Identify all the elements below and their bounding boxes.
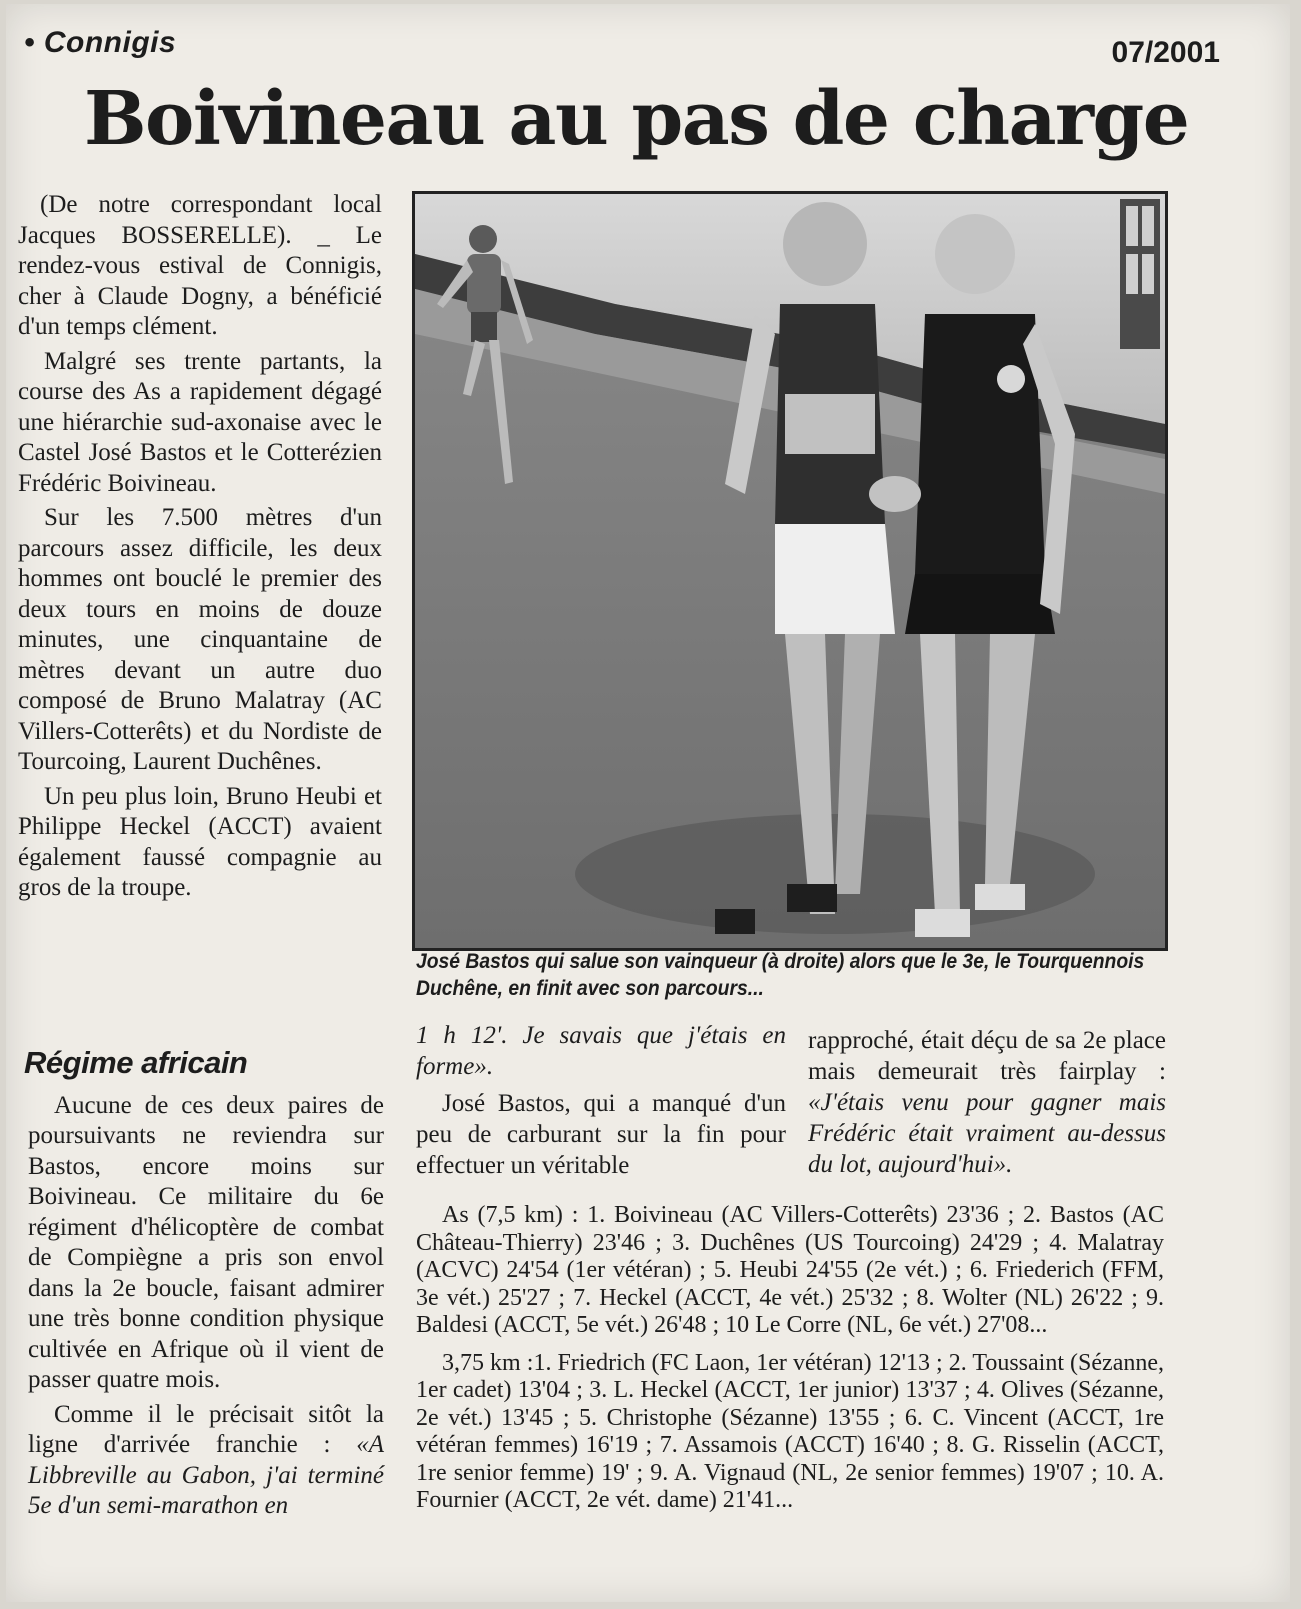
right-column <box>808 1025 1166 1180</box>
paragraph-text: rapproché, était déçu de sa 2e place mais demeurait très fairplay : <box>808 1027 1166 1085</box>
date-label: 07/2001 <box>1111 36 1220 69</box>
left-column-lower <box>24 1045 384 1526</box>
quote-start: «A Libbreville au Gabon, j'ai terminé 5e d'un semi-marathon en <box>28 1431 384 1519</box>
paragraph: José Bastos, qui a manqué d'un peu de carburant sur la fin pour effectuer un véritable <box>416 1090 786 1179</box>
left-column <box>18 190 382 908</box>
paragraph: Malgré ses trente partants, la course des As a rapidement dégagé une hiérarchie sud-axonaise avec le Castel José Bastos et le Cotterézien Frédéric Boivineau. <box>18 347 382 497</box>
quote-end-text: 1 h 12'. Je savais que j'étais en forme». <box>416 1022 786 1080</box>
paragraph: Un peu plus loin, Bruno Heubi et Philippe Heckel (ACCT) avaient également faussé compagnie au gros de la troupe. <box>18 782 382 901</box>
paragraph <box>28 1400 384 1522</box>
paragraph: (De notre correspondant local Jacques BOSSERELLE). _ Le rendez-vous estival de Connigis, cher à Claude Dogny, a bénéficié d'un temps clément. <box>18 191 382 340</box>
paragraph: Aucune de ces deux paires de poursuivants ne reviendra sur Bastos, encore moins sur Boivineau. Ce militaire du 6e régiment d'hélicoptère de combat de Compiègne a pris son envol dans la 2e boucle, faisant admirer une très bonne condition physique cultivée en Afrique où il vient de passer quatre mois. <box>28 1091 384 1393</box>
photo-caption: José Bastos qui salue son vainqueur (à droite) alors que le 3e, le Tourquennois Duchêne, en finit avec son parcours... <box>416 950 1145 1000</box>
quote-end <box>416 1020 786 1082</box>
newspaper-clipping <box>6 4 1290 1602</box>
results-block <box>416 1202 1164 1525</box>
runners-photo <box>412 191 1168 951</box>
paragraph: Sur les 7.500 mètres d'un parcours assez difficile, les deux hommes ont bouclé le premier des deux tours en moins de douze minutes, une cinquantaine de mètres devant un autre duo composé de Bruno Malatray (AC Villers-Cotterêts) et du Nordiste de Tourcoing, Laurent Duchênes. <box>18 504 382 775</box>
results-short: 3,75 km :1. Friedrich (FC Laon, 1er vétéran) 12'13 ; 2. Toussaint (Sézanne, 1er cadet) 13'04 ; 3. L. Heckel (ACCT, 1er junior) 13'37 ; 4. Olives (Sézanne, 2e vét.) 13'45 ; 5. Christophe (Sézanne) 13'55 ; 6. C. Vincent (ACCT, 1re vétéran femmes) 16'19 ; 7. Assamois (ACCT) 16'40 ; 8. G. Risselin (ACCT, 1re senior femme) 19' ; 9. A. Vignaud (NL, 2e senior femmes) 19'07 ; 10. A. Fournier (ACCT, 2e vét. dame) 21'41... <box>416 1349 1164 1513</box>
paragraph <box>808 1025 1166 1180</box>
results-as: As (7,5 km) : 1. Boivineau (AC Villers-Cotterêts) 23'36 ; 2. Bastos (AC Château-Thierry) 23'46 ; 3. Duchênes (US Tourcoing) 24'29 ; 4. Malatray (ACVC) 24'54 (1er vétéran) ; 5. Heubi 24'55 (2e vét.) ; 6. Friederich (FFM, 3e vét.) 25'27 ; 7. Heckel (ACCT, 4e vét.) 25'32 ; 8. Wolter (NL) 26'22 ; 9. Baldesi (ACCT, 5e vét.) 26'48 ; 10 Le Corre (NL, 6e vét.) 27'08... <box>416 1202 1164 1338</box>
headline: Boivineau au pas de charge <box>84 76 1189 162</box>
subhead: Régime africain <box>24 1045 248 1080</box>
section-label: • Connigis <box>24 26 177 59</box>
middle-column <box>416 1020 786 1187</box>
paragraph-text: Comme il le précisait sitôt la ligne d'arrivée franchie : <box>28 1400 384 1458</box>
runners-photo-illustration <box>415 194 1165 948</box>
quote: «J'étais venu pour gagner mais Frédéric était vraiment au-dessus du lot, aujourd'hui». <box>808 1089 1166 1178</box>
